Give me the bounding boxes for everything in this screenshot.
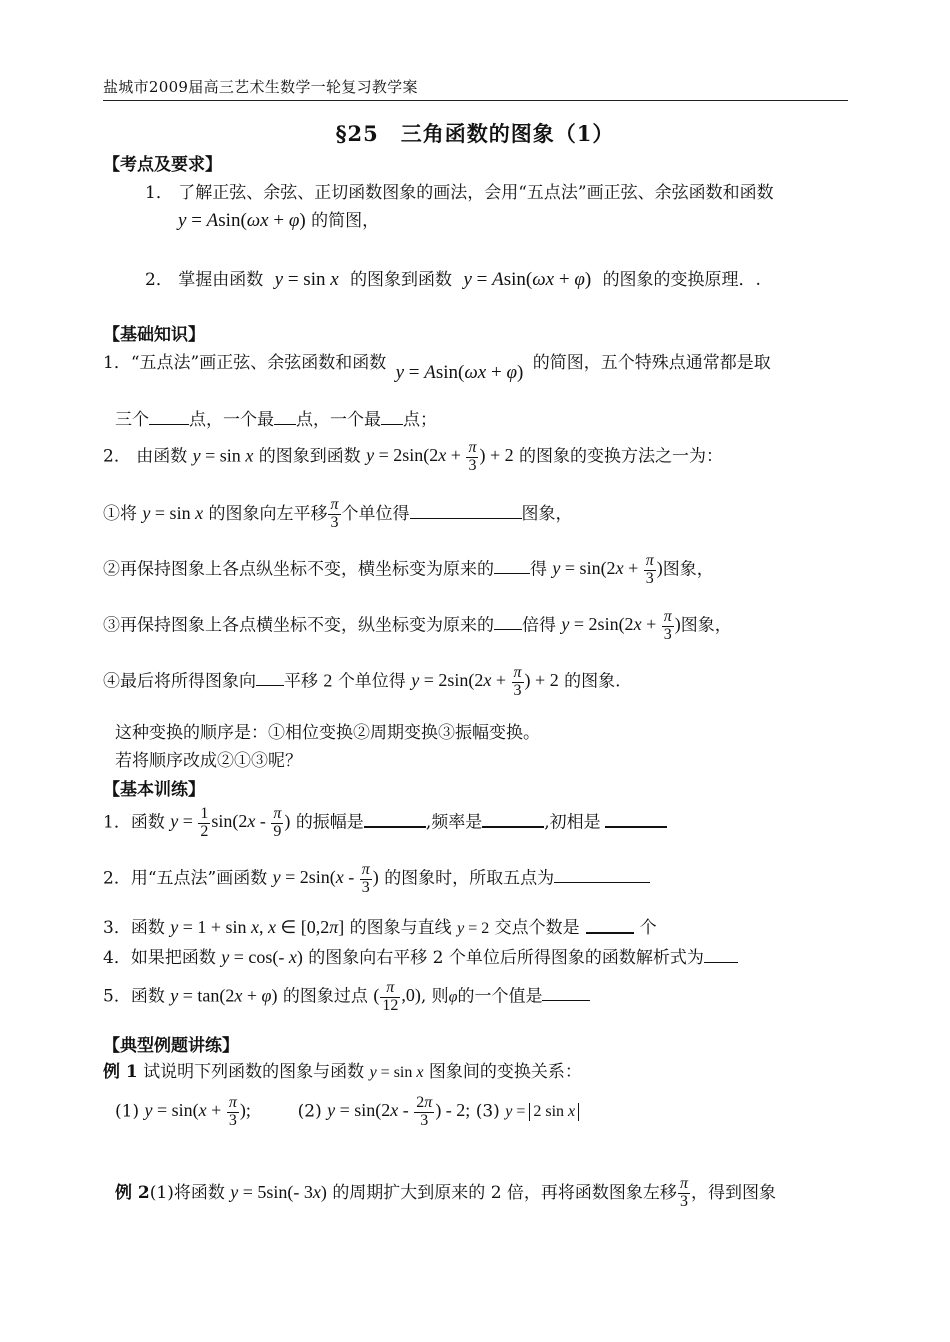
step-1-b: 的图象向左平移 xyxy=(208,503,328,524)
answer-blank[interactable] xyxy=(704,948,738,963)
example-1-text: 试说明下列函数的图象与函数 xyxy=(143,1062,365,1082)
example-2: 例 2(1)将函数 y = 5sin(- 3x) 的周期扩大到原来的 2 倍，再将函数图象左移 $\frac{\pi}{3}$ ，得到图象 xyxy=(115,1175,776,1210)
answer-blank[interactable] xyxy=(494,559,530,574)
example-1-parts: (1) y = sin(x + $\frac{\pi}{3}$ ); (2) y = sin(2x - $\frac{2\pi}{3}$ ) - 2; (3) y = 2 sin x xyxy=(115,1095,579,1130)
page-header: 盐城市2009届高三艺术生数学一轮复习教学案 xyxy=(103,76,848,101)
step-1: ①将 y = sin x 的图象向左平移 $\frac{\pi}{3}$ 个单位得 图象， xyxy=(103,496,573,531)
basic-item-1-blanks xyxy=(115,405,437,430)
answer-blank[interactable] xyxy=(410,504,522,519)
basic-item-1-b: 的简图，五个特殊点通常都是取 xyxy=(532,353,771,373)
answer-blank[interactable] xyxy=(554,868,650,883)
train-item-4: 4．如果把函数 y = cos(- x) 的图象向右平移 2 个单位后所得图象的函数解析式为 xyxy=(103,943,738,968)
section-examples: 【典型例题讲练】 xyxy=(103,1036,239,1056)
basic-item-2-a: 2． 由函数 xyxy=(103,446,188,467)
step-4-a: ④最后将所得图象向 xyxy=(103,671,256,692)
req-item-2-b: 的图象到函数 xyxy=(350,270,453,290)
train-item-4-b: 的图象向右平移 2 个单位后所得图象的函数解析式为 xyxy=(308,948,704,968)
example-2-label: 例 2 xyxy=(115,1182,150,1203)
req-item-2-a: 2． 掌握由函数 xyxy=(145,270,264,290)
answer-blank[interactable] xyxy=(586,924,634,934)
step-4: ④最后将所得图象向 平移 2 个单位得 y = 2sin(2x + $\frac{\pi}{3}$ ) + 2 的图象. xyxy=(103,664,621,699)
answer-blank[interactable] xyxy=(381,410,403,425)
step-1-a: ①将 xyxy=(103,503,137,524)
train-item-1-a: 1．函数 xyxy=(103,812,165,833)
section-requirements: 【考点及要求】 xyxy=(103,155,222,175)
basic-item-1-c: 三个 xyxy=(115,410,149,430)
train-item-2-b: 的图象时，所取五点为 xyxy=(384,868,555,889)
step-1-c: 个单位得 xyxy=(341,503,410,524)
transform-order: 这种变换的顺序是：①相位变换②周期变换③振幅变换。 xyxy=(115,723,540,743)
step-2-a: ②再保持图象上各点纵坐标不变，横坐标变为原来的 xyxy=(103,559,494,580)
train-item-3-c: 交点个数是 xyxy=(494,918,580,938)
answer-blank[interactable] xyxy=(605,818,667,828)
train-item-2: 2．用“五点法”画函数 y = 2sin(x - $\frac{\pi}{3}$ ) 的图象时，所取五点为 xyxy=(103,862,650,897)
step-1-d: 图象， xyxy=(521,503,573,524)
train-item-1: 1．函数 y = $\frac{1}{2}$ sin(2x - $\frac{\pi}{9}$ ) 的振幅是 ,频率是 ,初相是 xyxy=(103,806,667,841)
page-title: §25 三角函数的图象（1） xyxy=(335,121,615,146)
train-item-1-d: ,初相是 xyxy=(544,812,601,833)
example-1-part-3-label: (3) xyxy=(475,1101,500,1122)
req-item-1-formula: y = Asin(ωx + φ) 的简图， xyxy=(178,210,380,231)
train-item-5-c: , 则 xyxy=(420,986,449,1007)
basic-item-1: 1．“五点法”画正弦、余弦函数和函数 y = Asin(ωx + φ) 的简图，五个特殊点通常都是取 xyxy=(103,353,771,383)
answer-blank[interactable] xyxy=(364,818,426,828)
example-1-part-2-label: (2) xyxy=(297,1101,322,1122)
section-basics: 【基础知识】 xyxy=(103,325,205,345)
step-3-b: 倍得 xyxy=(522,615,556,636)
train-item-3-b: 的图象与直线 xyxy=(349,918,452,938)
example-1-text2: 图象间的变换关系： xyxy=(428,1062,582,1082)
train-item-1-c: ,频率是 xyxy=(425,812,483,833)
example-1-part-1-label: (1) xyxy=(115,1101,140,1122)
transform-question: 若将顺序改成②①③呢？ xyxy=(115,751,302,771)
example-2-c: ，得到图象 xyxy=(690,1182,776,1203)
basic-item-2: 2． 由函数 y = sin x 的图象到函数 y = 2sin(2x + $\frac{\pi}{3}$ ) + 2 的图象的变换方法之一为： xyxy=(103,439,724,474)
basic-item-2-b: 的图象到函数 xyxy=(258,446,361,467)
train-item-2-a: 2．用“五点法”画函数 xyxy=(103,868,268,889)
basic-item-2-c: 的图象的变换方法之一为： xyxy=(519,446,724,467)
train-item-3: 3．函数 y = 1 + sin x, x ∈ [0,2π] 的图象与直线 y = 2 交点个数是 个 xyxy=(103,917,657,938)
req-item-1-tail: 的简图， xyxy=(311,211,380,231)
example-2-a: (1)将函数 xyxy=(149,1182,225,1203)
step-2-b: 得 xyxy=(530,559,547,580)
train-item-5-a: 5．函数 xyxy=(103,986,165,1007)
answer-blank[interactable] xyxy=(274,410,296,425)
example-2-b: 的周期扩大到原来的 2 倍，再将函数图象左移 xyxy=(332,1182,677,1203)
step-4-c: 个单位得 xyxy=(337,671,406,692)
train-item-3-a: 3．函数 xyxy=(103,918,165,938)
example-1: 例 1 试说明下列函数的图象与函数 y = sin x 图象间的变换关系： xyxy=(103,1062,582,1082)
answer-blank[interactable] xyxy=(494,615,522,630)
basic-item-1-a: 1．“五点法”画正弦、余弦函数和函数 xyxy=(103,353,387,373)
req-item-2: 2． 掌握由函数 y = sin x 的图象到函数 y = Asin(ωx + φ) 的图象的变换原理．. xyxy=(145,269,761,290)
train-item-4-a: 4．如果把函数 xyxy=(103,948,216,968)
train-item-3-d: 个 xyxy=(639,918,657,938)
train-item-5: 5．函数 y = tan(2x + φ) 的图象过点 ( $\frac{\pi}{12}$ ,0), 则φ的一个值是 xyxy=(103,980,590,1015)
example-1-label: 例 1 xyxy=(103,1062,138,1082)
step-3-a: ③再保持图象上各点横坐标不变，纵坐标变为原来的 xyxy=(103,615,494,636)
step-4-d: 的图象. xyxy=(564,671,621,692)
step-4-b: 平移 xyxy=(284,671,318,692)
section-training: 【基本训练】 xyxy=(103,780,205,800)
basic-item-1-d: 点，一个最 xyxy=(189,410,274,430)
answer-blank[interactable] xyxy=(149,410,189,425)
step-2-c: 图象， xyxy=(662,559,714,580)
step-2: ②再保持图象上各点纵坐标不变，横坐标变为原来的 得 y = sin(2x + $\frac{\pi}{3}$ )图象， xyxy=(103,552,714,587)
basic-item-1-e: 点，一个最 xyxy=(296,410,381,430)
answer-blank[interactable] xyxy=(482,818,544,828)
step-3-c: 图象， xyxy=(680,615,732,636)
answer-blank[interactable] xyxy=(256,671,284,686)
train-item-5-d: 的一个值是 xyxy=(457,986,543,1007)
answer-blank[interactable] xyxy=(542,986,590,1001)
req-item-1-text: 1． 了解正弦、余弦、正切函数图象的画法，会用“五点法”画正弦、余弦函数和函数 xyxy=(145,183,774,203)
train-item-1-b: 的振幅是 xyxy=(295,812,364,833)
step-3: ③再保持图象上各点横坐标不变，纵坐标变为原来的 倍得 y = 2sin(2x + $\frac{\pi}{3}$ )图象， xyxy=(103,608,732,643)
basic-item-1-f: 点； xyxy=(403,410,437,430)
req-item-2-c: 的图象的变换原理．. xyxy=(602,270,761,290)
req-item-1 xyxy=(145,178,774,203)
train-item-5-b: 的图象过点 xyxy=(282,986,368,1007)
